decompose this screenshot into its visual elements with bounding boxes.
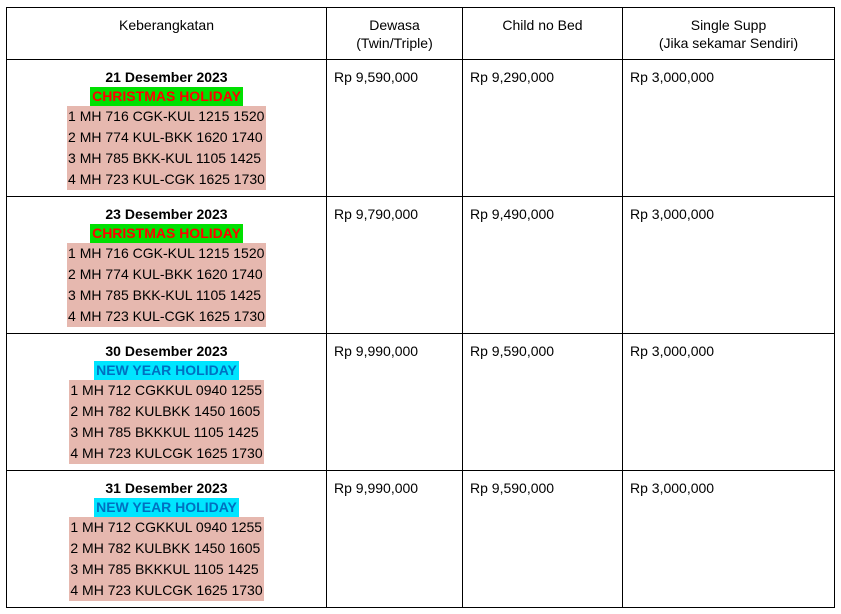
single-supp-cell (623, 197, 835, 334)
flight-line: 1 MH 712 CGKKUL 0940 1255 (70, 519, 263, 535)
adult-price-cell (327, 60, 463, 197)
adult-price-cell (327, 334, 463, 471)
departure-cell (7, 471, 327, 608)
departure-cell (7, 60, 327, 197)
header-departure-label: Keberangkatan (119, 17, 214, 33)
header-child (463, 8, 623, 60)
departure-cell (7, 197, 327, 334)
header-single (623, 8, 835, 60)
flight-line: 4 MH 723 KUL-CGK 1625 1730 (68, 171, 265, 187)
single-supp-price: Rp 3,000,000 (630, 206, 715, 222)
child-price: Rp 9,290,000 (470, 69, 555, 85)
adult-price: Rp 9,590,000 (334, 69, 419, 85)
child-price: Rp 9,590,000 (470, 343, 555, 359)
flight-line: 2 MH 782 KULBKK 1450 1605 (70, 540, 261, 556)
flight-list (69, 517, 263, 601)
header-adult-sublabel: (Twin/Triple) (356, 35, 433, 51)
single-supp-cell (623, 334, 835, 471)
header-adult-label: Dewasa (369, 17, 420, 33)
single-supp-price: Rp 3,000,000 (630, 480, 715, 496)
adult-price: Rp 9,990,000 (334, 480, 419, 496)
header-single-sublabel: (Jika sekamar Sendiri) (658, 35, 799, 51)
child-price-cell (463, 197, 623, 334)
child-price-cell (463, 471, 623, 608)
single-supp-cell (623, 60, 835, 197)
header-adult (327, 8, 463, 60)
adult-price: Rp 9,790,000 (334, 206, 419, 222)
table-row (7, 197, 835, 334)
flight-line: 1 MH 712 CGKKUL 0940 1255 (70, 382, 263, 398)
flight-list (69, 380, 263, 464)
flight-line: 2 MH 774 KUL-BKK 1620 1740 (68, 129, 263, 145)
header-single-label: Single Supp (690, 17, 767, 33)
departure-date: 30 Desember 2023 (105, 343, 228, 359)
child-price-cell (463, 334, 623, 471)
flight-line: 4 MH 723 KULCGK 1625 1730 (70, 582, 263, 598)
single-supp-price: Rp 3,000,000 (630, 343, 715, 359)
departure-date: 31 Desember 2023 (105, 480, 228, 496)
flight-line: 4 MH 723 KULCGK 1625 1730 (70, 445, 263, 461)
adult-price-cell (327, 197, 463, 334)
flight-line: 3 MH 785 BKK-KUL 1105 1425 (68, 150, 262, 166)
child-price: Rp 9,490,000 (470, 206, 555, 222)
departure-cell (7, 334, 327, 471)
flight-line: 2 MH 782 KULBKK 1450 1605 (70, 403, 261, 419)
child-price: Rp 9,590,000 (470, 480, 555, 496)
flight-line: 3 MH 785 BKK-KUL 1105 1425 (68, 287, 262, 303)
departure-date: 21 Desember 2023 (105, 69, 228, 85)
table-row (7, 471, 835, 608)
adult-price: Rp 9,990,000 (334, 343, 419, 359)
single-supp-cell (623, 471, 835, 608)
single-supp-price: Rp 3,000,000 (630, 69, 715, 85)
flight-line: 1 MH 716 CGK-KUL 1215 1520 (68, 108, 265, 124)
table-row (7, 334, 835, 471)
flight-line: 3 MH 785 BKKKUL 1105 1425 (70, 424, 259, 440)
flight-line: 4 MH 723 KUL-CGK 1625 1730 (68, 308, 265, 324)
adult-price-cell (327, 471, 463, 608)
table-row (7, 60, 835, 197)
flight-list (67, 243, 266, 327)
holiday-badge: NEW YEAR HOLIDAY (96, 499, 237, 515)
holiday-badge: CHRISTMAS HOLIDAY (92, 88, 241, 104)
flight-line: 2 MH 774 KUL-BKK 1620 1740 (68, 266, 263, 282)
header-row (7, 8, 835, 60)
flight-line: 1 MH 716 CGK-KUL 1215 1520 (68, 245, 265, 261)
holiday-badge: CHRISTMAS HOLIDAY (92, 225, 241, 241)
child-price-cell (463, 60, 623, 197)
header-child-label: Child no Bed (502, 17, 583, 33)
price-table (6, 7, 835, 608)
holiday-badge: NEW YEAR HOLIDAY (96, 362, 237, 378)
flight-list (67, 106, 266, 190)
flight-line: 3 MH 785 BKKKUL 1105 1425 (70, 561, 259, 577)
header-departure (7, 8, 327, 60)
departure-date: 23 Desember 2023 (105, 206, 228, 222)
